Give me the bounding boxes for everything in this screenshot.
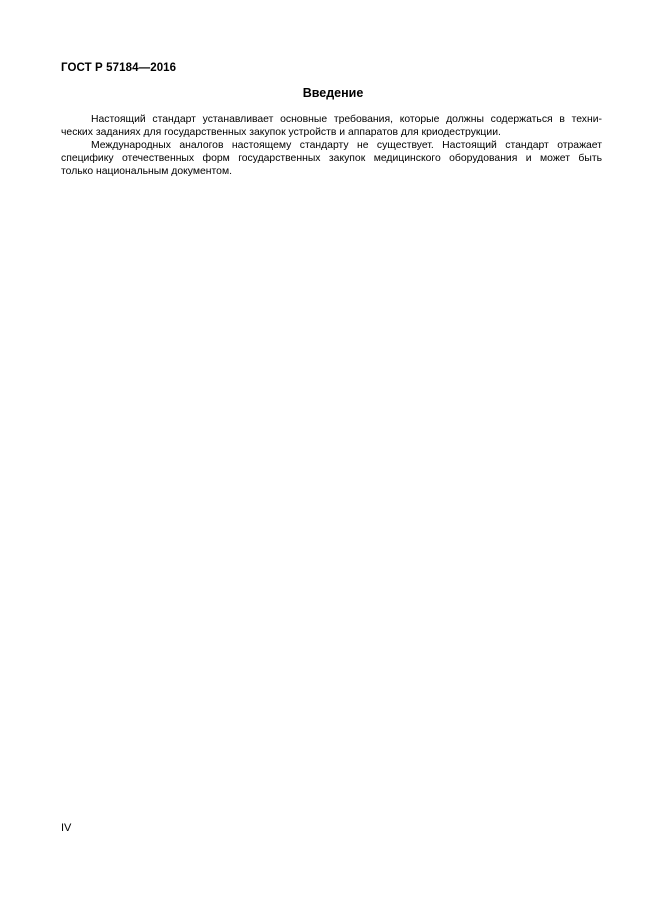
page-number: IV: [61, 822, 72, 834]
text-line: Настоящий стандарт устанавливает основные требования, которые должны содержаться в техни-: [91, 114, 602, 125]
paragraph: [61, 113, 602, 139]
text-line: только национальным документом.: [61, 166, 232, 177]
standard-designation: ГОСТ Р 57184—2016: [61, 62, 177, 74]
text-line: Международных аналогов настоящему стандарту не существует. Настоящий стандарт отражает: [91, 140, 602, 151]
text-line: ческих заданиях для государственных закупок устройств и аппаратов для криодеструкции.: [61, 127, 501, 138]
text-line: специфику отечественных форм государственных закупок медицинского оборудования и может быть: [61, 153, 602, 164]
section-title: Введение: [302, 86, 364, 100]
introduction-body: [61, 113, 602, 178]
paragraph: [61, 139, 602, 178]
